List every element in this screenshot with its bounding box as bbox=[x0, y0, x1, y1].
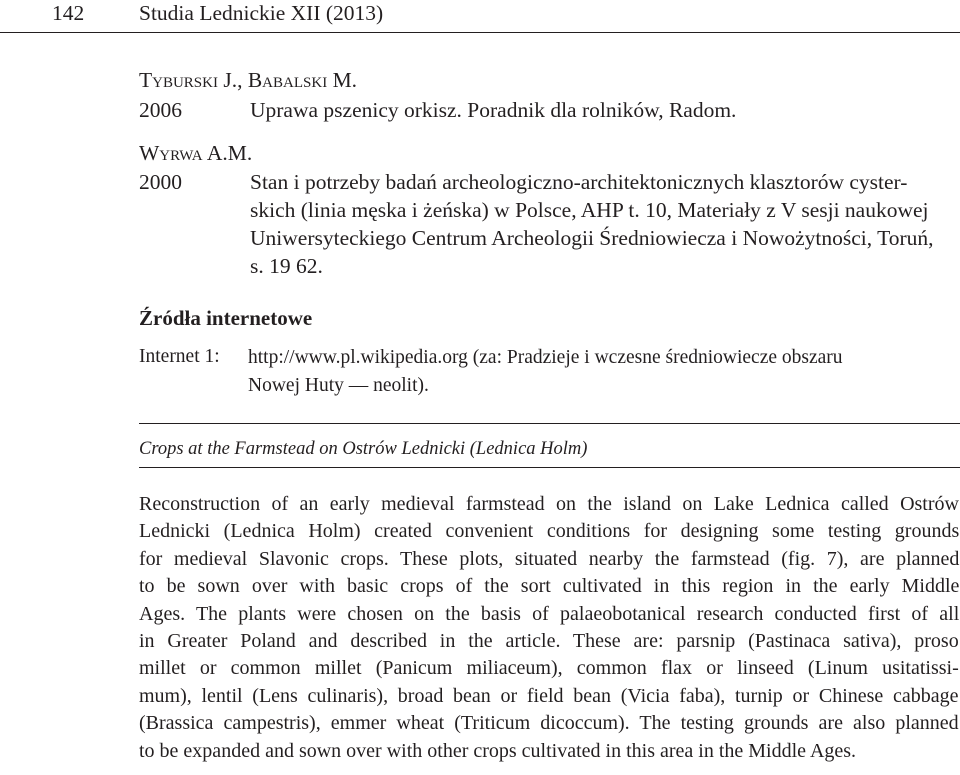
internet-source-text bbox=[248, 344, 956, 400]
reference-citation bbox=[250, 96, 950, 124]
reference-citation bbox=[250, 168, 950, 280]
reference-author: Tyburski J., Babalski M. bbox=[139, 68, 358, 92]
reference-line: Uniwersyteckiego Centrum Archeologii Średniowiecza i Nowożytności, Toruń, bbox=[250, 226, 934, 250]
summary-rule-bottom bbox=[139, 467, 960, 468]
paragraph-line: millet or common millet (Panicum miliaceum), common flax or linseed (Linum usitatissi- bbox=[139, 657, 959, 680]
reference-line: Stan i potrzeby badań archeologiczno-architektonicznych klasztorów cyster- bbox=[250, 170, 908, 194]
reference-line: s. 19 62. bbox=[250, 254, 323, 278]
reference-year: 2000 bbox=[139, 170, 182, 194]
paragraph-line: (Brassica campestris), emmer wheat (Triticum dicoccum). The testing grounds are also planned bbox=[139, 712, 959, 735]
paragraph-line: Lednicki (Lednica Holm) created convenient conditions for designing some testing grounds bbox=[139, 520, 960, 543]
reference-line: skich (linia męska i żeńska) w Polsce, AHP t. 10, Materiały z V sesji naukowej bbox=[250, 198, 929, 222]
reference-year: 2006 bbox=[139, 98, 182, 122]
paragraph-line: mum), lentil (Lens culinaris), broad bean or field bean (Vicia faba), turnip or Chinese cabbage bbox=[139, 684, 959, 707]
header-rule bbox=[0, 32, 960, 33]
summary-title: Crops at the Farmstead on Ostrów Lednicki (Lednica Holm) bbox=[139, 439, 588, 459]
paragraph-line: Ages. The plants were chosen on the basis of palaeobotanical research conducted first of all bbox=[139, 602, 960, 625]
reference-author: Wyrwa A.M. bbox=[139, 141, 253, 165]
page-number: 142 bbox=[52, 1, 85, 25]
reference-line: Uprawa pszenicy orkisz. Poradnik dla rolników, Radom. bbox=[250, 98, 737, 122]
paragraph-line: to be expanded and sown over with other crops cultivated in this area in the Middle Ages. bbox=[139, 739, 857, 762]
journal-title: Studia Lednickie XII (2013) bbox=[139, 1, 384, 25]
summary-rule-top bbox=[139, 423, 960, 424]
paragraph-line: Reconstruction of an early medieval farmstead on the island on Lake Lednica called Ostrów bbox=[139, 493, 959, 515]
internet-source-label: Internet 1: bbox=[139, 346, 220, 367]
summary-paragraph bbox=[139, 491, 959, 765]
paragraph-line: for medieval Slavonic crops. These plots, situated nearby the farmstead (fig. 7), are planned bbox=[139, 547, 960, 570]
internet-source-line: http://www.pl.wikipedia.org (za: Pradzieje i wczesne średniowiecze obszaru bbox=[248, 347, 843, 368]
section-heading: Źródła internetowe bbox=[139, 306, 313, 330]
internet-source-line: Nowej Huty — neolit). bbox=[248, 375, 429, 396]
paragraph-line: to be sown over with basic crops of the sort cultivated in this region in the early Middle bbox=[139, 575, 960, 598]
paragraph-line: in Greater Poland and described in the article. These are: parsnip (Pastinaca sativa), proso bbox=[139, 630, 959, 653]
